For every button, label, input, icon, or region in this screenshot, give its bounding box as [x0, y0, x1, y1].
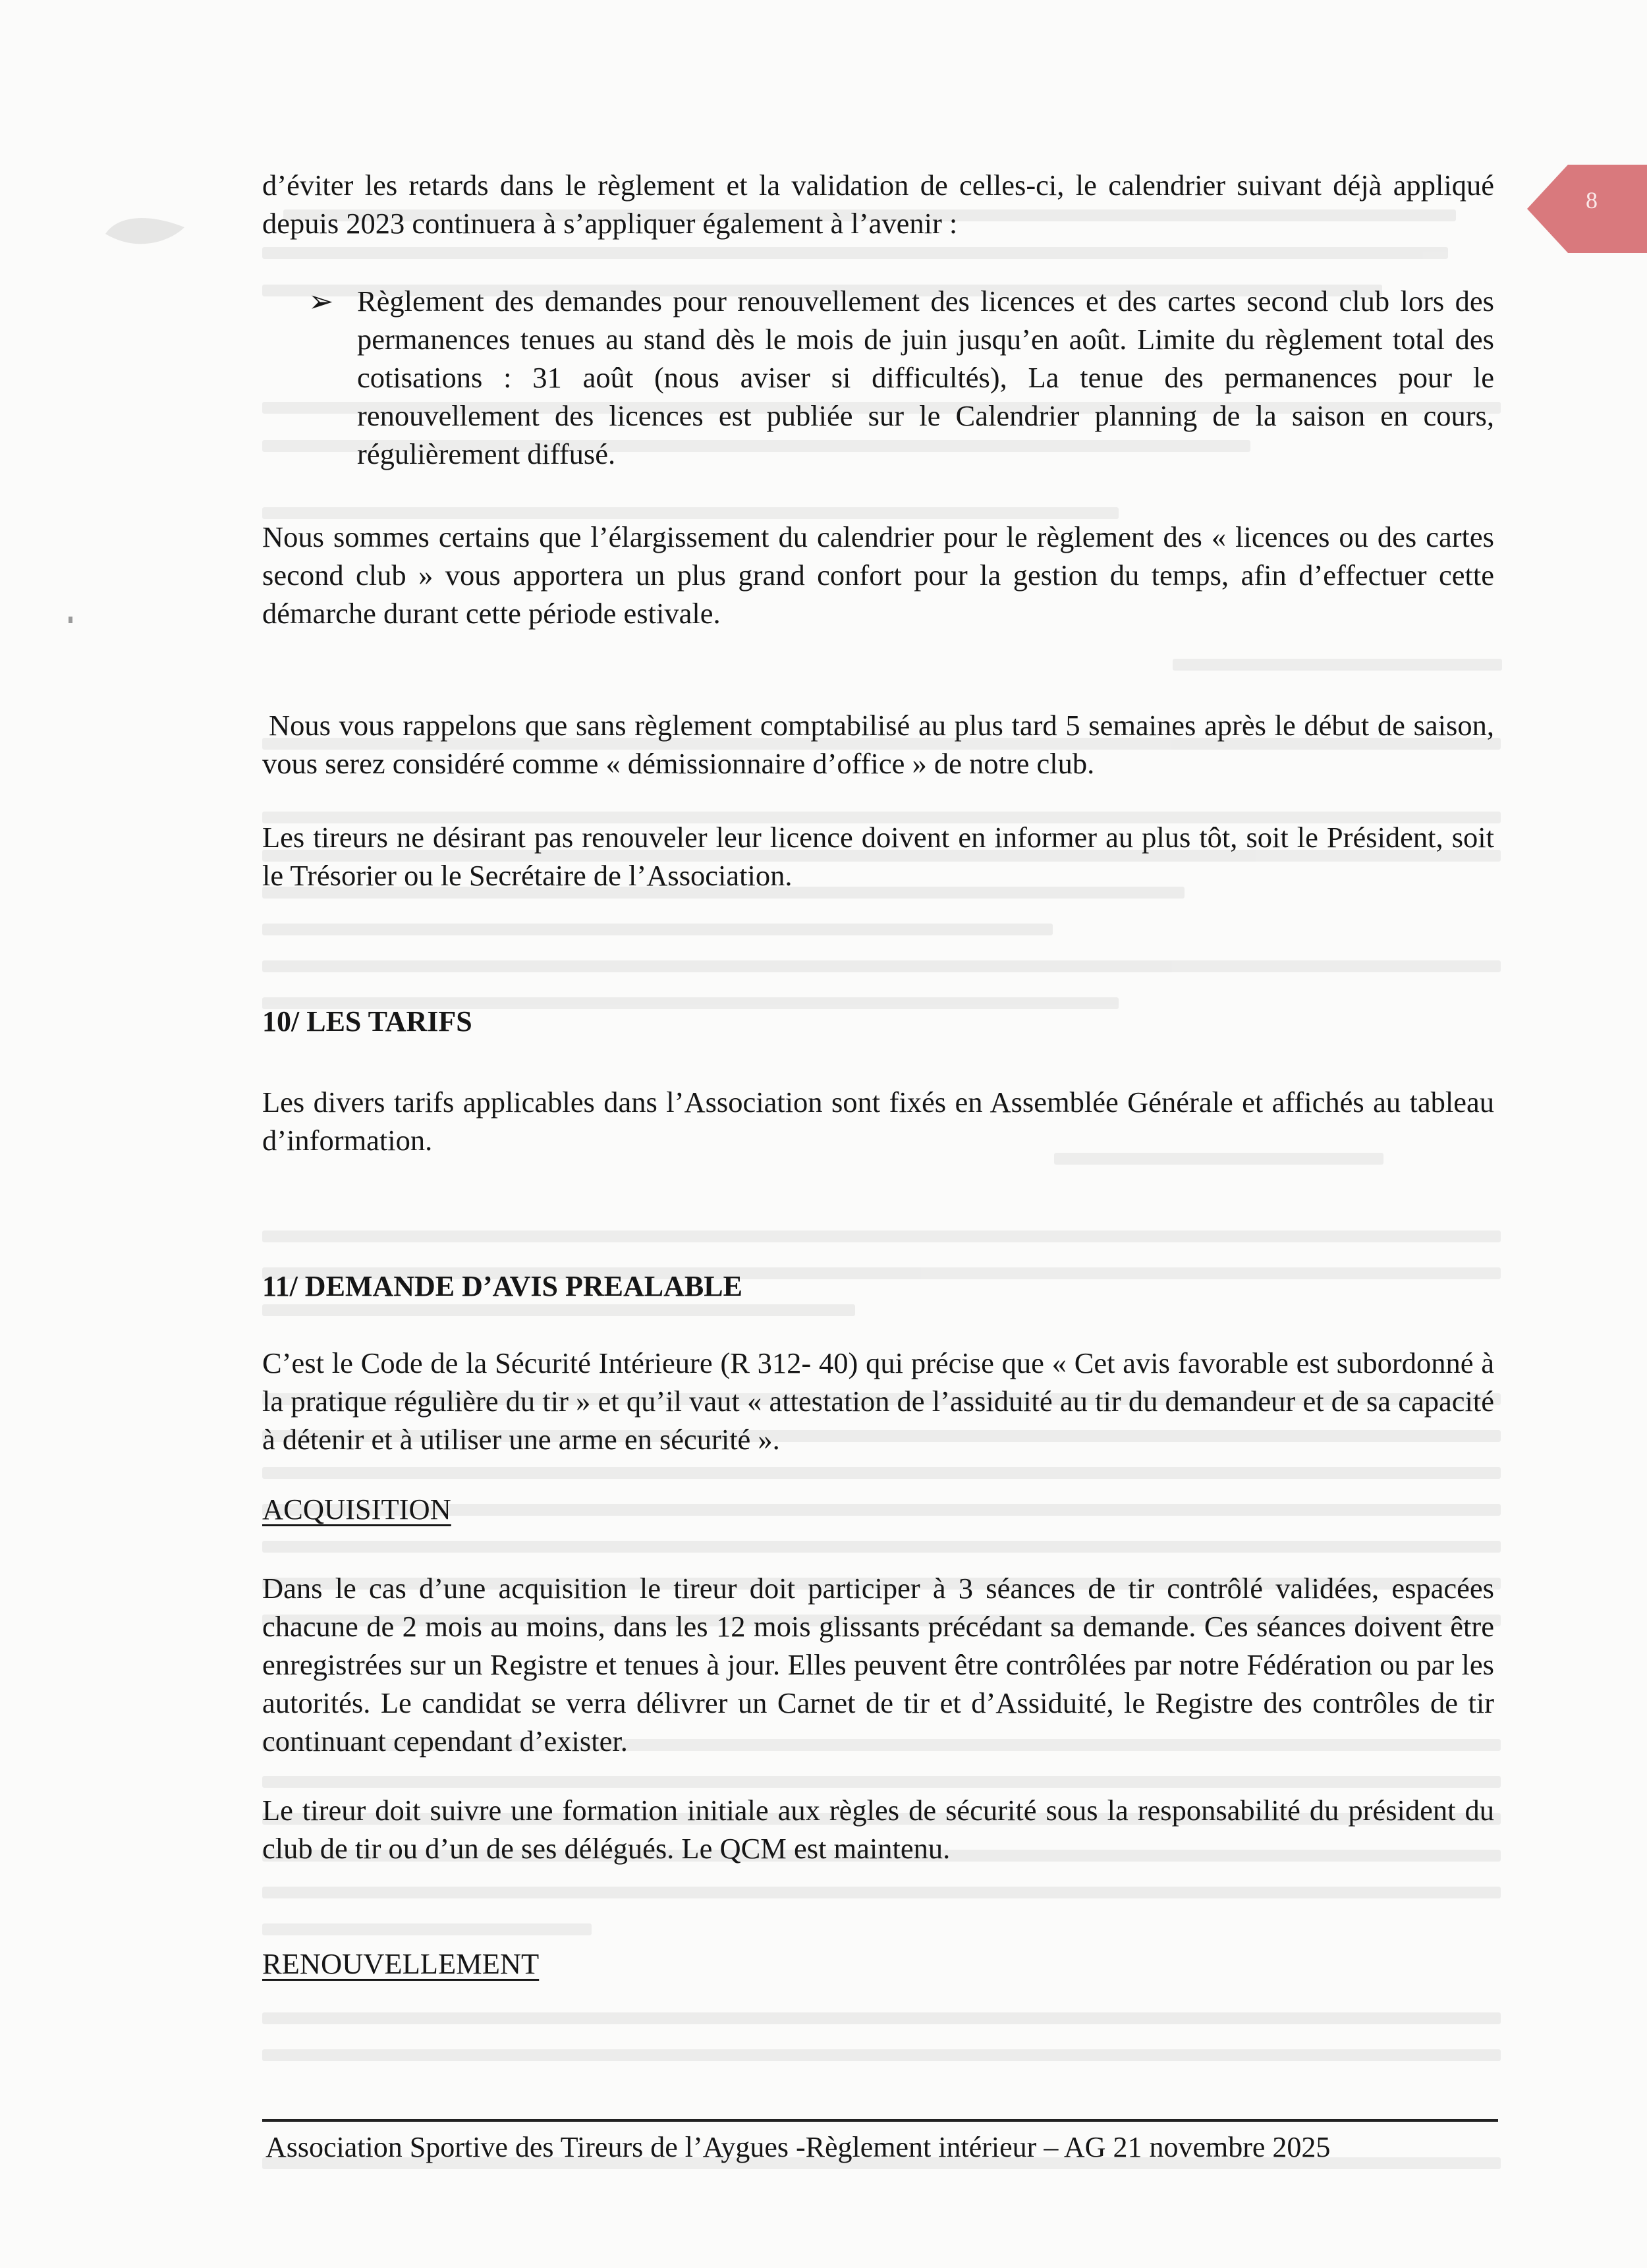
- section-10-text: Les divers tarifs applicables dans l’Association sont fixés en Assemblée Générale et affichés au tableau d’information.: [262, 1086, 1494, 1157]
- intro-paragraph: d’éviter les retards dans le règlement et la validation de celles-ci, le calendrier suivant déjà appliqué depuis 2023 continuera à s’appliquer également à l’avenir :: [262, 169, 1494, 240]
- footer-rule: [262, 2119, 1498, 2122]
- acquisition-heading: ACQUISITION: [262, 1493, 451, 1526]
- training-paragraph: Le tireur doit suivre une formation initiale aux règles de sécurité sous la responsabilité du président du club de tir ou d’un de ses délégués. Le QCM est maintenu.: [262, 1794, 1494, 1865]
- renewal-heading: RENOUVELLEMENT: [262, 1947, 540, 1980]
- acquisition-paragraph: Dans le cas d’une acquisition le tireur doit participer à 3 séances de tir contrôlé validées, espacées chacune de 2 mois au moins, dans les 12 mois glissants précédant sa demande. Ces séances doivent être enregistrées sur un Registre et tenues à jour. Elles peuvent être contrôlées par notre Fédération ou par les autorités. Le candidat se verra délivrer un Carnet de tir et d’Assiduité, le Registre des contrôles de tir continuant cependant d’exister.: [262, 1572, 1494, 1757]
- calendar-paragraph: Nous sommes certains que l’élargissement du calendrier pour le règlement des « licences ou des cartes second club » vous apportera un plus grand confort pour la gestion du temps, afin d’effectuer cette démarche durant cette période estivale.: [262, 520, 1494, 630]
- margin-speck: [69, 617, 72, 623]
- section-11-title: 11/ DEMANDE D’AVIS PREALABLE: [262, 1270, 742, 1302]
- page-footer: Association Sportive des Tireurs de l’Aygues -Règlement intérieur – AG 21 novembre 2025: [265, 2131, 1331, 2163]
- section-11-text: C’est le Code de la Sécurité Intérieure (R 312- 40) qui précise que « Cet avis favorable est subordonné à la pratique régulière du tir » et qu’il vaut « attestation de l’assiduité au tir du demandeur et de sa capacité à détenir et à utiliser une arme en sécurité ».: [262, 1346, 1494, 1456]
- section-10-title: 10/ LES TARIFS: [262, 1005, 472, 1037]
- reminder-paragraph: Nous vous rappelons que sans règlement comptabilisé au plus tard 5 semaines après le début de saison, vous serez considéré comme « démissionnaire d’office » de notre club.: [262, 709, 1494, 780]
- scan-smudge-mark: [99, 207, 191, 260]
- page-number: 8: [1586, 187, 1598, 213]
- bullet-text: Règlement des demandes pour renouvellement des licences et des cartes second club lors des permanences tenues au stand dès le mois de juin jusqu’en août. Limite du règlement total des cotisations : 31 août (nous aviser si difficultés), La tenue des permanences pour le renouvellement des licences est publiée sur le Calendrier planning de la saison en cours, régulièrement diffusé.: [357, 285, 1494, 470]
- non-renewal-paragraph: Les tireurs ne désirant pas renouveler leur licence doivent en informer au plus tôt, soit le Président, soit le Trésorier ou le Secrétaire de l’Association.: [262, 821, 1494, 892]
- arrow-bullet-icon: ➢: [308, 283, 334, 319]
